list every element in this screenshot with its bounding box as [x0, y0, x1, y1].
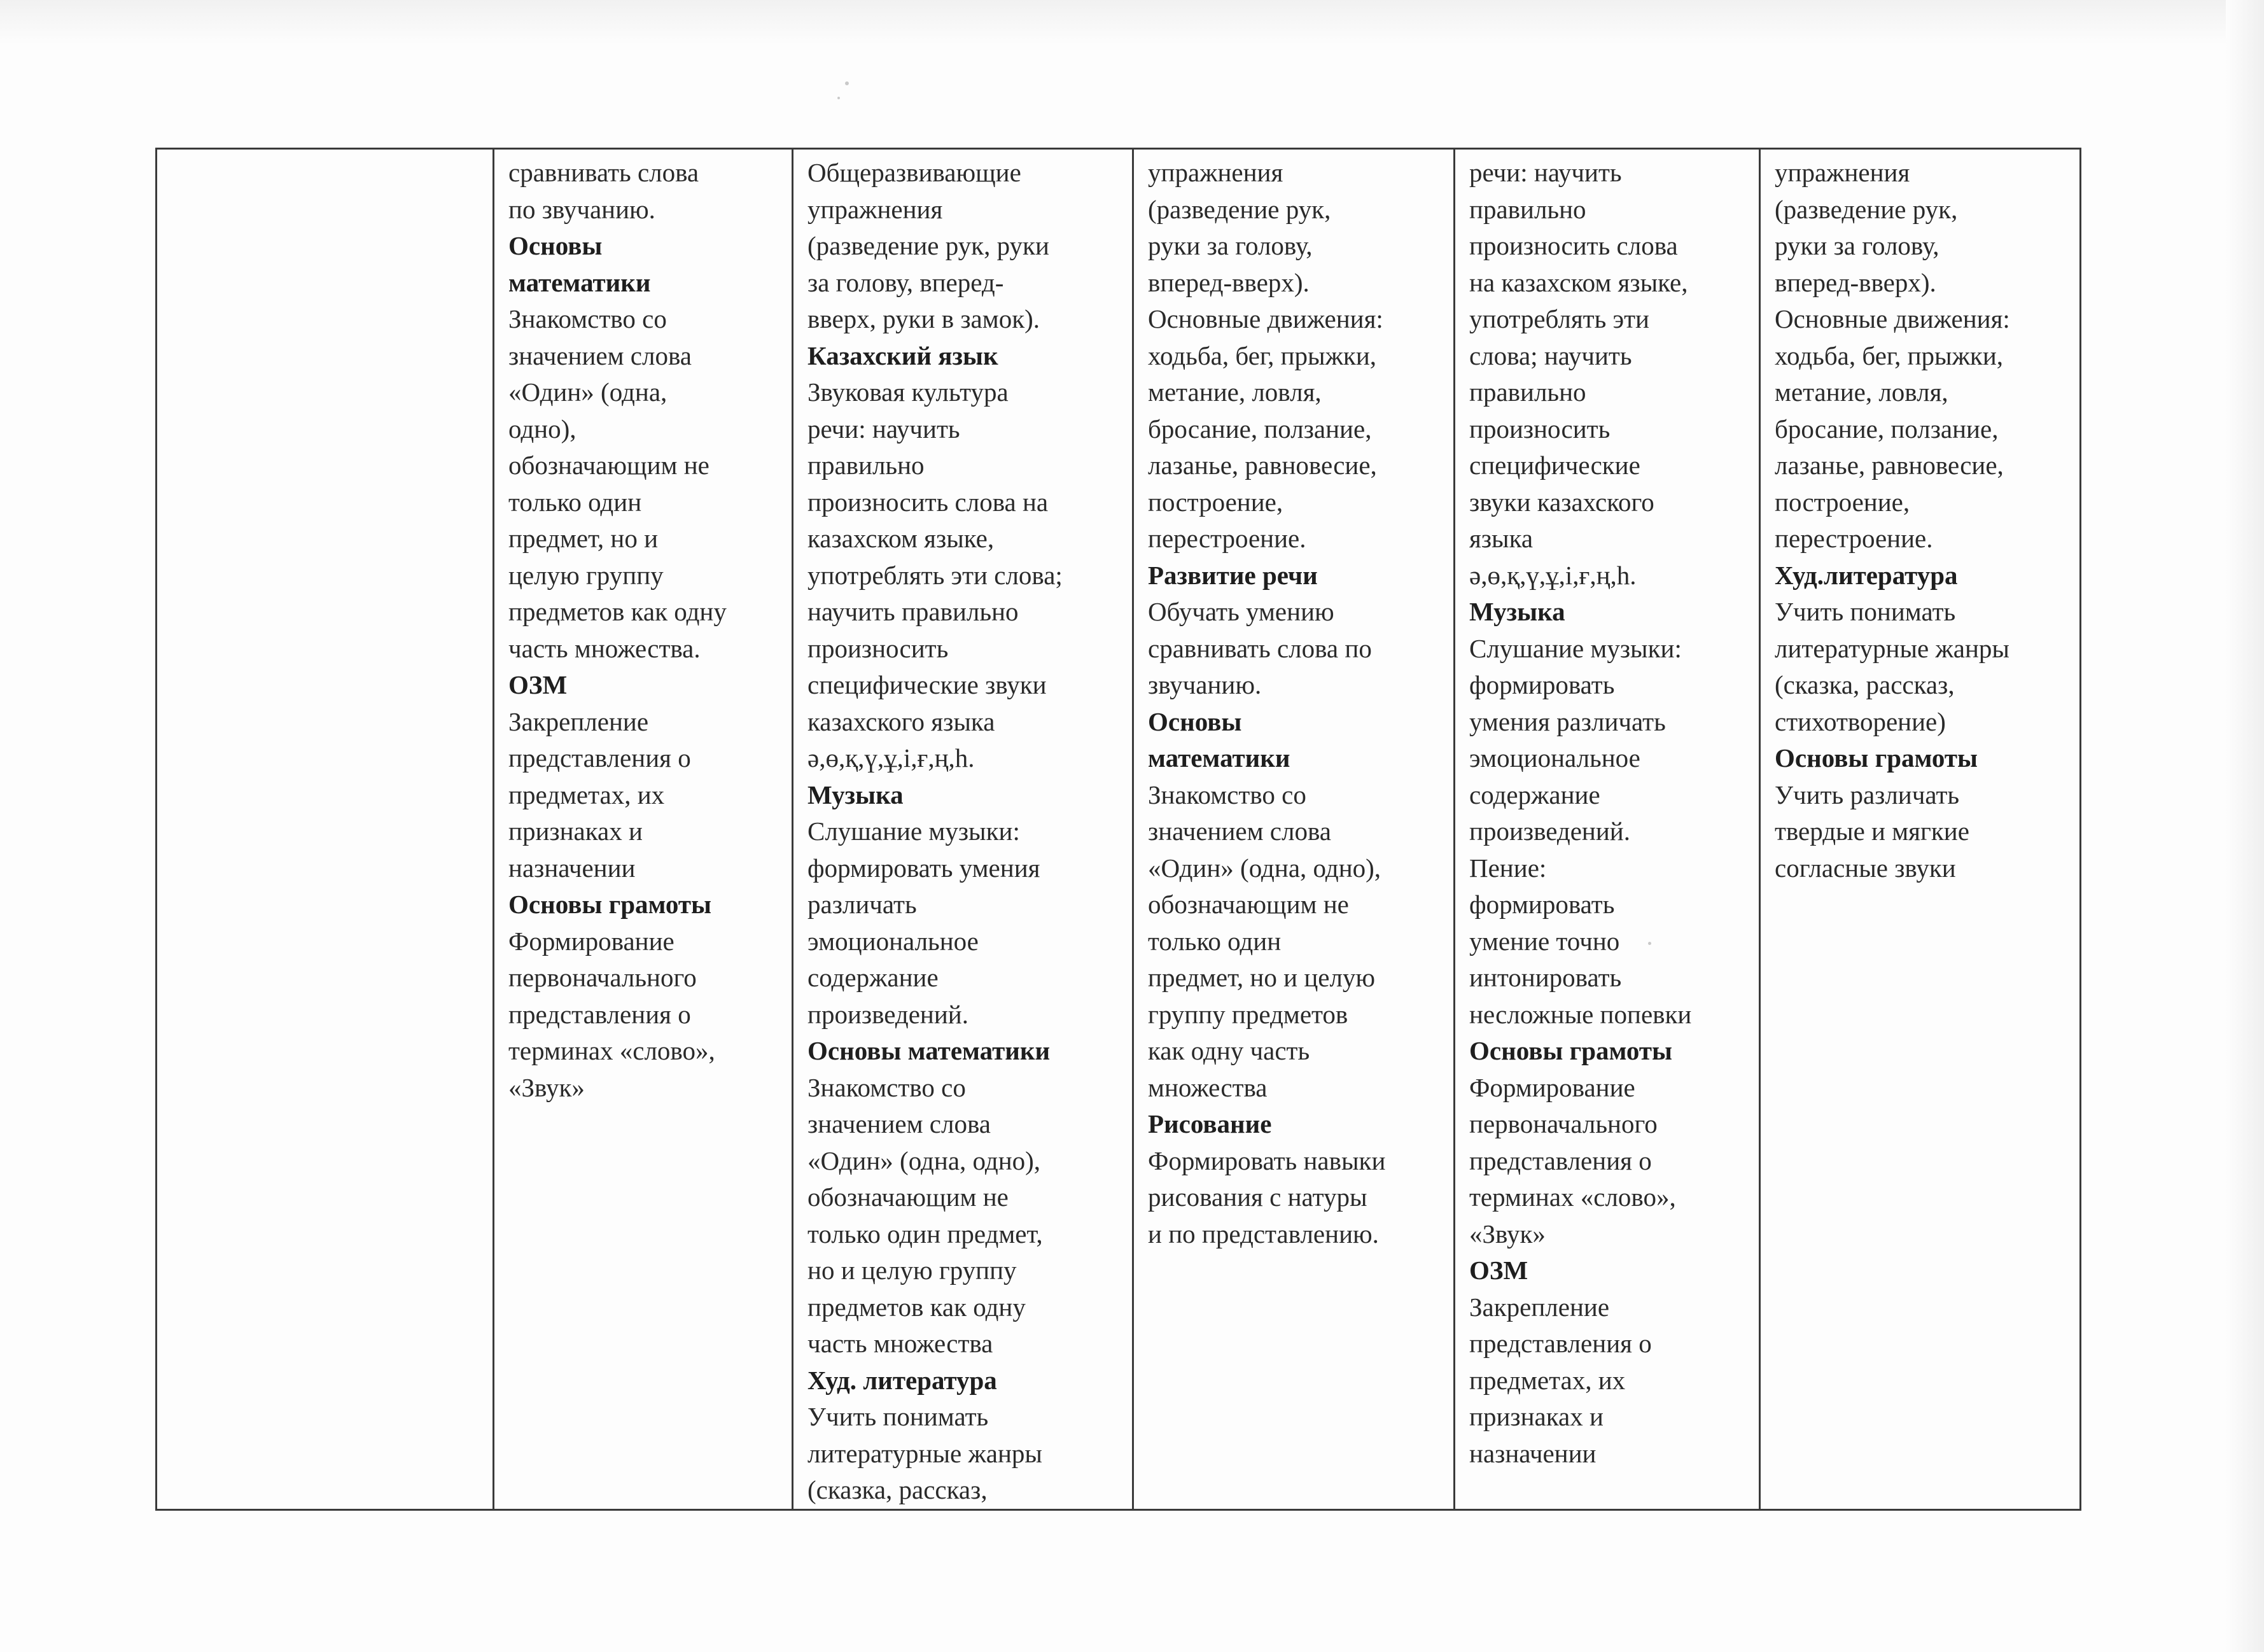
cell-text-line: предметов как одну	[807, 1292, 1026, 1322]
cell-text-line: назначении	[1469, 1438, 1597, 1468]
subject-heading: математики	[1148, 743, 1290, 773]
cell-text-line: специфические звуки	[807, 670, 1047, 699]
cell-text-line: терминах «слово»,	[1469, 1182, 1676, 1212]
cell-text-line: Знакомство со	[508, 304, 667, 333]
cell-text-line: правильно	[1469, 377, 1586, 407]
cell-text-line: терминах «слово»,	[508, 1036, 715, 1065]
cell-text-line: эмоциональное	[1469, 743, 1640, 773]
cell-text-line: «Звук»	[508, 1072, 585, 1102]
cell-text-line: бросание, ползание,	[1775, 414, 1999, 444]
cell-text-line: Закрепление	[508, 706, 649, 736]
cell-text-line: множества	[1148, 1072, 1268, 1102]
cell-text-line: предметов как одну	[508, 597, 727, 626]
cell-text-line: построение,	[1775, 487, 1910, 517]
cell-text-line: слова; научить	[1469, 340, 1632, 370]
cell-text-line: несложные попевки	[1469, 999, 1692, 1029]
cell-text-line: часть множества.	[508, 633, 701, 663]
cell-text-line: произносить слова	[1469, 231, 1678, 260]
cell-text-line: Звуковая культура	[807, 377, 1009, 407]
cell-text-line: «Звук»	[1469, 1219, 1546, 1249]
cell-text-line: стихотворение)	[1775, 706, 1946, 736]
table-cell-4	[1133, 149, 1455, 1510]
cell-text-line: упражнения	[1148, 158, 1283, 187]
cell-text-line: Обучать умению	[1148, 597, 1334, 626]
cell-text-line: произносить	[807, 633, 949, 663]
cell-text-line: интонировать	[1469, 963, 1622, 992]
cell-text-line: представления о	[508, 743, 691, 773]
cell-text-line: значением слова	[1148, 816, 1331, 846]
cell-text-line: целую группу	[508, 560, 664, 590]
cell-text-line: Формирование	[1469, 1072, 1635, 1102]
cell-text-line: перестроение.	[1775, 524, 1933, 553]
subject-heading: ОЗМ	[508, 670, 568, 699]
cell-text-line: Закрепление	[1469, 1292, 1610, 1322]
cell-text-line: как одну часть	[1148, 1036, 1310, 1065]
cell-text-line: Учить понимать	[807, 1402, 989, 1431]
cell-text-line: часть множества	[807, 1329, 993, 1358]
cell-text-line: и по представлению.	[1148, 1219, 1379, 1249]
cell-text-line: формировать	[1469, 670, 1615, 699]
plan-table	[155, 148, 2081, 1511]
cell-text-line: рисования с натуры	[1148, 1182, 1367, 1212]
cell-text-line: перестроение.	[1148, 524, 1306, 553]
subject-heading: Музыка	[807, 780, 904, 809]
cell-text-line: предмет, но и целую	[1148, 963, 1376, 992]
cell-text-line: лазанье, равновесие,	[1148, 451, 1377, 480]
subject-heading: Основы	[508, 231, 603, 260]
cell-text-line: ә,ө,қ,ү,ұ,і,ғ,ң,һ.	[807, 743, 975, 773]
cell-text-line: формировать	[1469, 890, 1615, 919]
cell-text-line: Знакомство со	[1148, 780, 1306, 809]
cell-text-line: группу предметов	[1148, 999, 1348, 1029]
subject-heading: Худ. литература	[807, 1365, 997, 1395]
subject-heading: Основы грамоты	[1775, 743, 1978, 773]
cell-text-line: только один	[1148, 926, 1282, 956]
cell-text-line: различать	[807, 890, 917, 919]
cell-text-line: Слушание музыки:	[807, 816, 1020, 846]
cell-text-line: руки за голову,	[1148, 231, 1313, 260]
cell-text-line: научить правильно	[807, 597, 1019, 626]
cell-text-line: употреблять эти слова;	[807, 560, 1063, 590]
cell-text-line: Слушание музыки:	[1469, 633, 1682, 663]
cell-text-line: умения различать	[1469, 706, 1666, 736]
cell-text-line: произведений.	[807, 999, 968, 1029]
cell-text-line: признаках и	[1469, 1402, 1604, 1431]
cell-text-line: вперед-вверх).	[1148, 267, 1310, 297]
cell-text-line: предметах, их	[1469, 1365, 1626, 1395]
cell-text-line: представления о	[1469, 1329, 1652, 1358]
cell-text-line: только один предмет,	[807, 1219, 1043, 1249]
cell-text-line: обозначающим не	[807, 1182, 1009, 1212]
cell-text-line: звучанию.	[1148, 670, 1262, 699]
subject-heading: Основы грамоты	[1469, 1036, 1673, 1065]
table-cell-3	[793, 149, 1133, 1510]
cell-text-line: твердые и мягкие	[1775, 816, 1969, 846]
cell-text-line: значением слова	[807, 1109, 991, 1138]
subject-heading: Казахский язык	[807, 340, 998, 370]
cell-text-line: речи: научить	[807, 414, 960, 444]
cell-text-line: согласные звуки	[1775, 853, 1956, 883]
cell-text-line: лазанье, равновесие,	[1775, 451, 2004, 480]
cell-text-line: ходьба, бег, прыжки,	[1775, 340, 2004, 370]
cell-text-line: «Один» (одна, одно),	[807, 1145, 1041, 1175]
cell-text-line: сравнивать слова по	[1148, 633, 1372, 663]
cell-text-line: Формирование	[508, 926, 674, 956]
cell-text-line: предмет, но и	[508, 524, 659, 553]
cell-text-line: Формировать навыки	[1148, 1145, 1386, 1175]
cell-text-line: одно),	[508, 414, 576, 444]
cell-text-line: Учить понимать	[1775, 597, 1956, 626]
cell-text-line: Основные движения:	[1775, 304, 2010, 333]
cell-text-line: формировать умения	[807, 853, 1040, 883]
cell-text-line: умение точно	[1469, 926, 1620, 956]
scan-speck	[845, 81, 849, 85]
cell-text-line: первоначального	[1469, 1109, 1658, 1138]
scan-shadow-top	[0, 0, 2264, 45]
cell-text-line: содержание	[1469, 780, 1600, 809]
cell-text-line: сравнивать слова	[508, 158, 699, 187]
cell-text-line: метание, ловля,	[1148, 377, 1322, 407]
cell-text-line: произносить слова на	[807, 487, 1049, 517]
cell-text-line: Знакомство со	[807, 1072, 966, 1102]
cell-text-line: (разведение рук,	[1775, 194, 1958, 224]
cell-text-line: звуки казахского	[1469, 487, 1654, 517]
subject-heading: ОЗМ	[1469, 1256, 1528, 1285]
subject-heading: Рисование	[1148, 1109, 1272, 1138]
scan-shadow-right	[2226, 0, 2264, 1652]
subject-heading: Основы математики	[807, 1036, 1051, 1065]
cell-text-line: (разведение рук,	[1148, 194, 1331, 224]
cell-text-line: Пение:	[1469, 853, 1547, 883]
cell-text-line: признаках и	[508, 816, 643, 846]
cell-text-line: Основные движения:	[1148, 304, 1383, 333]
cell-text-line: представления о	[1469, 1145, 1652, 1175]
cell-text-line: Учить различать	[1775, 780, 1960, 809]
cell-text-line: (сказка, рассказ,	[807, 1475, 988, 1504]
cell-text-line: бросание, ползание,	[1148, 414, 1372, 444]
cell-text-line: содержание	[807, 963, 939, 992]
cell-text-line: (сказка, рассказ,	[1775, 670, 1955, 699]
scan-speck	[837, 97, 840, 99]
cell-text-line: эмоциональное	[807, 926, 979, 956]
table-cell-2	[494, 149, 793, 1510]
cell-text-line: представления о	[508, 999, 691, 1029]
table-cell-1	[157, 149, 494, 1510]
cell-text-line: языка	[1469, 524, 1534, 553]
cell-text-line: ходьба, бег, прыжки,	[1148, 340, 1377, 370]
cell-text-line: речи: научить	[1469, 158, 1622, 187]
cell-text-line: значением слова	[508, 340, 692, 370]
cell-text-line: назначении	[508, 853, 636, 883]
cell-text-line: вперед-вверх).	[1775, 267, 1936, 297]
cell-text-line: Общеразвивающие	[807, 158, 1021, 187]
cell-text-line: метание, ловля,	[1775, 377, 1948, 407]
cell-text-line: употреблять эти	[1469, 304, 1649, 333]
cell-text-line: вверх, руки в замок).	[807, 304, 1040, 333]
subject-heading: Худ.литература	[1775, 560, 1958, 590]
cell-text-line: «Один» (одна,	[508, 377, 667, 407]
cell-text-line: литературные жанры	[807, 1438, 1042, 1468]
cell-text-line: обозначающим не	[1148, 890, 1349, 919]
table-cell-5	[1455, 149, 1760, 1510]
subject-heading: математики	[508, 267, 651, 297]
cell-text-line: правильно	[807, 451, 925, 480]
subject-heading: Основы грамоты	[508, 890, 712, 919]
cell-text-line: обозначающим не	[508, 451, 709, 480]
cell-text-line: предметах, их	[508, 780, 665, 809]
cell-text-line: казахском языке,	[807, 524, 995, 553]
cell-text-line: произносить	[1469, 414, 1611, 444]
cell-text-line: специфические	[1469, 451, 1640, 480]
cell-text-line: упражнения	[807, 194, 943, 224]
cell-text-line: первоначального	[508, 963, 697, 992]
cell-text-line: правильно	[1469, 194, 1586, 224]
subject-heading: Основы	[1148, 706, 1242, 736]
cell-text-line: литературные жанры	[1775, 633, 2009, 663]
cell-text-line: (разведение рук, руки	[807, 231, 1049, 260]
cell-text-line: построение,	[1148, 487, 1283, 517]
cell-text-line: «Один» (одна, одно),	[1148, 853, 1381, 883]
cell-text-line: но и целую группу	[807, 1256, 1017, 1285]
table-row	[157, 149, 2081, 1510]
cell-text-line: руки за голову,	[1775, 231, 1939, 260]
cell-text-line: на казахском языке,	[1469, 267, 1688, 297]
cell-text-line: за голову, вперед-	[807, 267, 1004, 297]
cell-text-line: ә,ө,қ,ү,ұ,і,ғ,ң,һ.	[1469, 560, 1637, 590]
cell-text-line: упражнения	[1775, 158, 1910, 187]
table-cell-6	[1760, 149, 2081, 1510]
cell-text-line: казахского языка	[807, 706, 995, 736]
subject-heading: Развитие речи	[1148, 560, 1318, 590]
cell-text-line: только один	[508, 487, 642, 517]
cell-text-line: произведений.	[1469, 816, 1630, 846]
subject-heading: Музыка	[1469, 597, 1565, 626]
cell-text-line: по звучанию.	[508, 194, 655, 224]
